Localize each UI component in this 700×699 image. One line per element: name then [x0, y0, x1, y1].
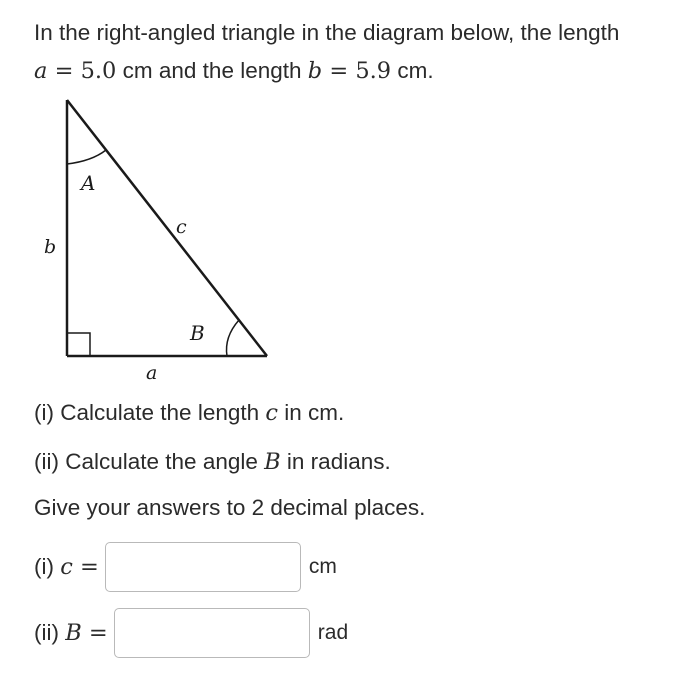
right-angle-marker [67, 333, 90, 356]
answer-B-var: B [65, 620, 82, 646]
answer-B-eq: = [81, 620, 108, 646]
answer-B-label [34, 620, 108, 646]
answer-c-label [34, 554, 99, 580]
equals-sign: = [322, 58, 356, 84]
equals-sign: = [47, 58, 81, 84]
part-ii-prompt [34, 447, 391, 477]
label-b: b [44, 236, 57, 258]
answer-row-c [34, 542, 337, 592]
label-B: B [190, 321, 205, 345]
variable-c: c [265, 400, 278, 426]
instruction-label: Give your answers to 2 decimal places. [34, 495, 426, 520]
variable-b: b [307, 58, 323, 84]
question-intro: In the right-angled triangle in the diagram below, the length [34, 20, 620, 45]
answer-c-var: c [60, 554, 73, 580]
answer-c-unit: cm [308, 555, 337, 578]
question-text [34, 14, 674, 90]
answer-B-prefix: (ii) [34, 620, 66, 645]
part-i-prompt [34, 398, 344, 428]
angle-arc-A [67, 150, 106, 164]
unit-text: cm and the length [116, 58, 308, 83]
answer-c-prefix: (i) [34, 554, 61, 579]
label-A: A [81, 171, 96, 195]
answer-c-input[interactable] [105, 542, 301, 592]
value-a: 5.0 [80, 58, 117, 84]
value-b: 5.9 [355, 58, 392, 84]
part-i-prefix: (i) Calculate the length [34, 400, 266, 425]
triangle-diagram [30, 92, 290, 392]
angle-arc-B [227, 320, 240, 356]
answer-B-unit: rad [317, 621, 349, 644]
variable-B: B [264, 449, 281, 475]
answer-row-B [34, 608, 348, 658]
part-ii-suffix: in radians. [280, 449, 391, 474]
side-c [67, 100, 267, 356]
label-c: c [176, 216, 187, 238]
label-a: a [146, 362, 158, 384]
part-ii-prefix: (ii) Calculate the angle [34, 449, 265, 474]
part-i-suffix: in cm. [277, 400, 345, 425]
answer-c-eq: = [72, 554, 99, 580]
answer-B-input[interactable] [114, 608, 310, 658]
unit-text: cm. [391, 58, 434, 83]
instruction-text [34, 493, 425, 523]
variable-a: a [34, 58, 48, 84]
